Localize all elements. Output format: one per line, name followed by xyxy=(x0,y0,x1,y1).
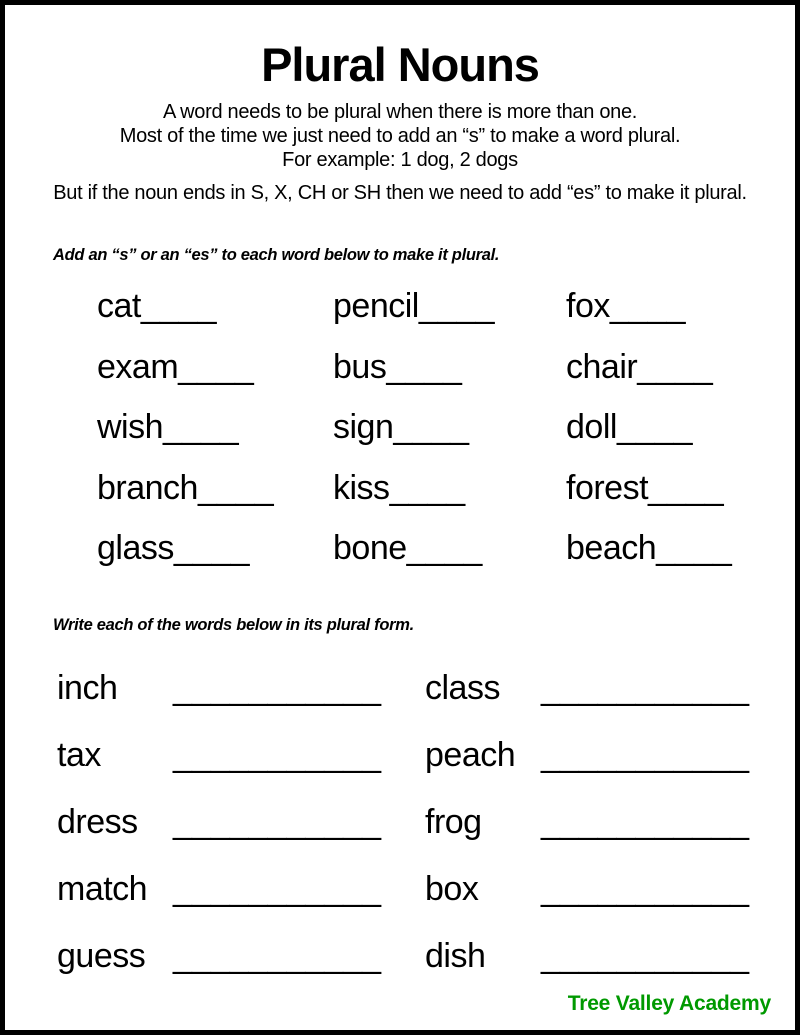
word-label: dress xyxy=(57,803,138,842)
answer-blank[interactable]: ____ xyxy=(609,287,686,326)
section1-word-grid xyxy=(97,277,795,580)
answer-blank[interactable]: ___________ xyxy=(541,736,750,775)
rule-text: But if the noun ends in S, X, CH or SH then we need to add “es” to make it plural. xyxy=(53,181,747,204)
word-item xyxy=(333,287,566,326)
word-item xyxy=(57,669,425,708)
word-label: pencil xyxy=(333,287,419,326)
answer-blank[interactable]: ____ xyxy=(178,347,254,386)
answer-blank[interactable]: ____ xyxy=(637,347,713,386)
word-item xyxy=(57,870,425,909)
word-label: sign xyxy=(333,408,394,447)
word-item xyxy=(425,870,795,909)
word-item xyxy=(57,736,425,775)
word-item xyxy=(333,348,566,387)
word-item xyxy=(566,348,795,387)
word-item xyxy=(333,408,566,447)
answer-blank[interactable]: ____ xyxy=(197,468,274,507)
word-item xyxy=(425,736,795,775)
section2-word-grid xyxy=(57,655,795,990)
answer-blank[interactable]: ___________ xyxy=(173,803,382,842)
word-label: chair xyxy=(566,347,638,386)
word-item xyxy=(57,803,425,842)
answer-blank[interactable]: ___________ xyxy=(541,669,750,708)
word-item xyxy=(57,937,425,976)
word-item xyxy=(425,803,795,842)
word-label: bone xyxy=(333,529,407,568)
word-label: cat xyxy=(97,287,141,326)
word-label: branch xyxy=(97,468,198,507)
answer-blank[interactable]: ____ xyxy=(418,287,495,326)
word-label: guess xyxy=(57,937,146,976)
word-item xyxy=(425,669,795,708)
answer-blank[interactable]: ____ xyxy=(616,408,693,447)
word-item xyxy=(566,287,795,326)
answer-blank[interactable]: ____ xyxy=(163,408,239,447)
word-item xyxy=(97,469,333,508)
word-label: kiss xyxy=(333,468,390,507)
answer-blank[interactable]: ____ xyxy=(173,529,250,568)
answer-blank[interactable]: ____ xyxy=(389,468,466,507)
word-item xyxy=(425,937,795,976)
word-label: exam xyxy=(97,347,179,386)
intro-line-2: Most of the time we just need to add an “s” to make a word plural. xyxy=(119,124,681,147)
answer-blank[interactable]: ___________ xyxy=(541,870,750,909)
intro-line-1: A word needs to be plural when there is more than one. xyxy=(162,100,638,123)
word-item xyxy=(566,408,795,447)
word-label: fox xyxy=(566,287,610,326)
answer-blank[interactable]: ____ xyxy=(140,287,217,326)
word-item xyxy=(97,408,333,447)
answer-blank[interactable]: ____ xyxy=(406,529,483,568)
word-item xyxy=(333,469,566,508)
word-label: inch xyxy=(57,669,118,708)
answer-blank[interactable]: ___________ xyxy=(173,669,382,708)
word-label: glass xyxy=(97,529,174,568)
word-label: class xyxy=(425,669,500,708)
intro-line-3: For example: 1 dog, 2 dogs xyxy=(282,148,518,171)
section2-instruction: Write each of the words below in its plural form. xyxy=(53,616,414,635)
word-label: bus xyxy=(333,347,387,386)
answer-blank[interactable]: ___________ xyxy=(173,870,382,909)
brand-logo-text: Tree Valley Academy xyxy=(567,992,771,1015)
word-item xyxy=(97,529,333,568)
section1-instruction: Add an “s” or an “es” to each word below to make it plural. xyxy=(53,245,500,264)
answer-blank[interactable]: ____ xyxy=(386,347,462,386)
word-label: forest xyxy=(566,468,649,507)
word-label: peach xyxy=(425,736,516,775)
word-label: beach xyxy=(566,529,657,568)
word-item xyxy=(333,529,566,568)
answer-blank[interactable]: ___________ xyxy=(173,937,382,976)
word-label: tax xyxy=(57,736,101,775)
word-label: box xyxy=(425,870,479,909)
answer-blank[interactable]: ___________ xyxy=(541,803,750,842)
word-label: frog xyxy=(425,803,482,842)
word-item xyxy=(97,348,333,387)
word-item xyxy=(566,469,795,508)
answer-blank[interactable]: ___________ xyxy=(173,736,382,775)
word-label: dish xyxy=(425,937,486,976)
word-label: doll xyxy=(566,408,617,447)
word-label: wish xyxy=(97,408,164,447)
answer-blank[interactable]: ____ xyxy=(656,529,732,568)
answer-blank[interactable]: ____ xyxy=(393,408,470,447)
word-item xyxy=(566,529,795,568)
intro-paragraph xyxy=(5,100,795,172)
word-item xyxy=(97,287,333,326)
page-title: Plural Nouns xyxy=(261,38,539,91)
word-label: match xyxy=(57,870,148,909)
answer-blank[interactable]: ___________ xyxy=(541,937,750,976)
answer-blank[interactable]: ____ xyxy=(648,468,724,507)
